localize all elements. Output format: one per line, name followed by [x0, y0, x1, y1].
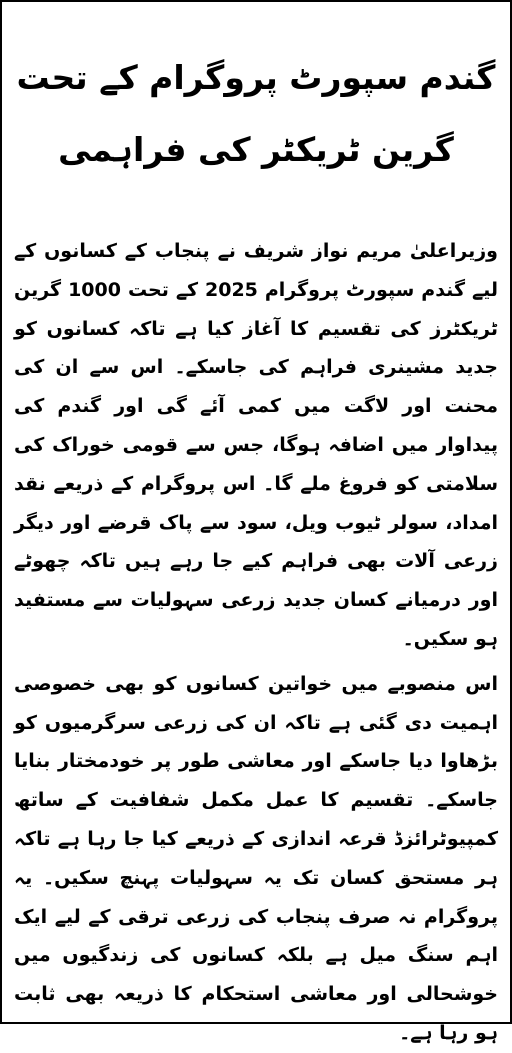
title-line-2: گرین ٹریکٹر کی فراہمی [58, 130, 454, 169]
article-paragraph-1: وزیراعلیٰ مریم نواز شریف نے پنجاب کے کسانوں کے لیے گندم سپورٹ پروگرام 2025 کے تحت 1000 گرین ٹریکٹرز کی تقسیم کا آغاز کیا ہے تاکہ کسانوں کو جدید مشینری فراہم کی جاسکے۔ اس سے ان کی محنت اور لاگت میں کمی آئے گی اور گندم کی پیداوار میں اضافہ ہوگا، جس سے قومی خوراک کی سلامتی کو فروغ ملے گا۔ اس پروگرام کے ذریعے نقد امداد، سولر ٹیوب ویل، سود سے پاک قرضے اور دیگر زرعی آلات بھی فراہم کیے جا رہے ہیں تاکہ چھوٹے اور درمیانے کسان جدید زرعی سہولیات سے مستفید ہو سکیں۔ [14, 240, 499, 650]
title-line-1: گندم سپورٹ پروگرام کے تحت [16, 58, 496, 97]
page-title [12, 42, 500, 186]
article-paragraph-2: اس منصوبے میں خواتین کسانوں کو بھی خصوصی اہمیت دی گئی ہے تاکہ ان کی زرعی سرگرمیوں کو بڑھاوا دیا جاسکے اور معاشی طور پر خودمختار بنایا جاسکے۔ تقسیم کا عمل مکمل شفافیت کے ساتھ کمپیوٹرائزڈ قرعہ اندازی کے ذریعے کیا جا رہا ہے تاکہ ہر مستحق کسان تک یہ سہولیات پہنچ سکیں۔ یہ پروگرام نہ صرف پنجاب کی زرعی ترقی کے لیے ایک اہم سنگ میل ہے بلکہ کسانوں کی زندگیوں میں خوشحالی اور معاشی استحکام کا ذریعہ بھی ثابت ہو رہا ہے۔ [14, 672, 498, 1044]
article-body [14, 232, 498, 1053]
